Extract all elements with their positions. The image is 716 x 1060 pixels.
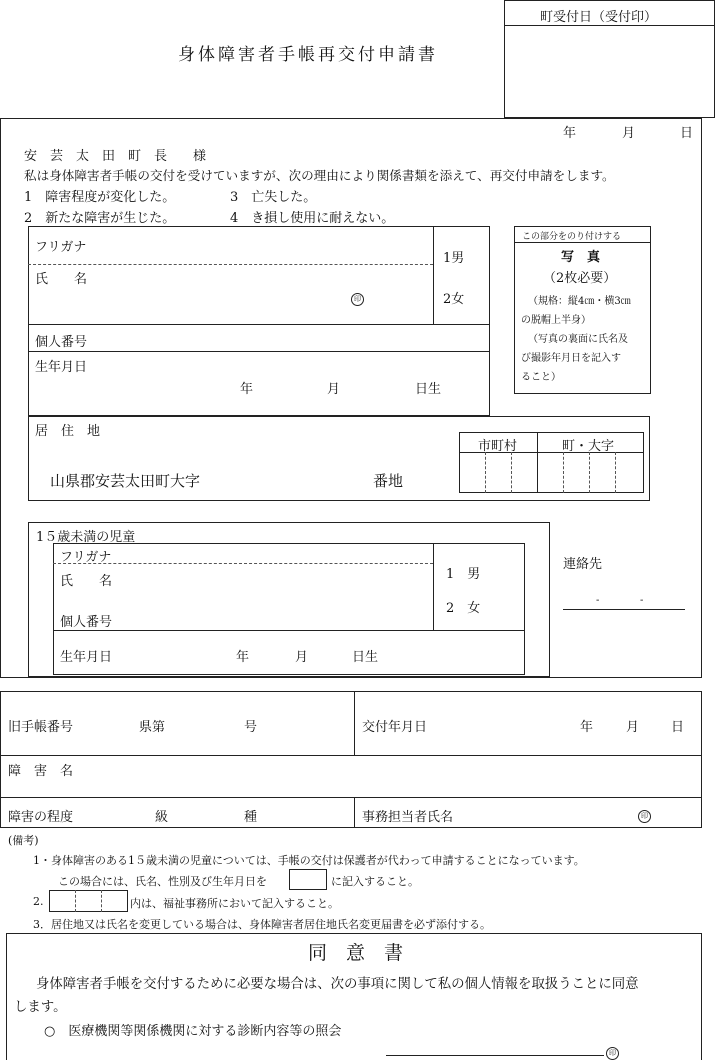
child-birth-day: 日生 — [352, 650, 379, 665]
reason-2: 2 新たな障害が生じた。 — [24, 211, 176, 226]
old-number-label: 旧手帳番号 — [8, 720, 74, 735]
photo-note-1: （写真の裏面に氏名及 — [528, 334, 628, 345]
applicant-birth-year: 年 — [240, 382, 254, 397]
child-birth-year: 年 — [236, 650, 250, 665]
address-town-header: 町・大字 — [562, 439, 615, 454]
reason-4: 4 き損し使用に耐えない。 — [230, 211, 395, 226]
child-heading: 1５歳未満の児童 — [36, 530, 136, 545]
intro-text: 私は身体障害者手帳の交付を受けていますが、次の理由により関係書類を添えて、再交付申請をします。 — [24, 168, 615, 183]
applicant-birth-label: 生年月日 — [35, 360, 88, 375]
child-furigana-label: フリガナ — [60, 550, 112, 565]
consent-signature-line[interactable] — [386, 1055, 604, 1056]
photo-count: （2枚必要） — [543, 271, 617, 286]
address-label: 居 住 地 — [35, 424, 101, 439]
child-female-option[interactable]: 2 女 — [446, 601, 481, 616]
consent-stamp-icon: 印 — [606, 1044, 619, 1060]
applicant-name-label: 氏 名 — [35, 272, 88, 287]
child-mynumber-label: 個人番号 — [60, 615, 113, 630]
address-banchi: 番地 — [373, 472, 404, 490]
note-1b-box — [289, 869, 327, 890]
contact-sep-2: - — [640, 595, 644, 606]
photo-title: 写 真 — [561, 250, 601, 265]
staff-stamp-icon: 印 — [638, 807, 651, 823]
notes-heading: (備考) — [8, 834, 39, 847]
note-2-box — [49, 890, 128, 912]
applicant-furigana-label: フリガナ — [35, 240, 87, 255]
date-day: 日 — [680, 126, 694, 141]
old-number-pref: 県第 — [139, 720, 166, 735]
note-1b-post: に記入すること。 — [331, 875, 419, 888]
issue-year: 年 — [580, 720, 594, 735]
contact-line[interactable] — [563, 609, 685, 610]
photo-note-3: ること） — [521, 372, 561, 383]
applicant-stamp-icon: 印 — [351, 290, 364, 306]
date-year: 年 — [563, 126, 577, 141]
photo-note-2: び撮影年月日を記入す — [521, 353, 621, 364]
child-birth-month: 月 — [295, 650, 309, 665]
address-city-header: 市町村 — [478, 439, 518, 454]
note-3: 3．居住地又は氏名を変更している場合は、身体障害者居住地氏名変更届書を必ず添付する。 — [33, 918, 491, 931]
office-table — [0, 691, 702, 828]
child-male-option[interactable]: 1 男 — [446, 567, 481, 582]
consent-text-1: 身体障害者手帳を交付するために必要な場合は、次の事項に関して私の個人情報を取扱うことに同意 — [36, 977, 639, 992]
applicant-birth-month: 月 — [327, 382, 341, 397]
photo-spec-2: の脱帽上半身） — [521, 315, 591, 326]
note-1b-pre: この場合には、氏名、性別及び生年月日を — [58, 875, 267, 888]
photo-spec-1: （規格：縦4㎝・横3㎝ — [528, 296, 631, 307]
address-prefix: 山県郡安芸太田町大字 — [50, 472, 201, 490]
issue-day: 日 — [671, 720, 685, 735]
applicant-birth-day: 日生 — [415, 382, 442, 397]
consent-text-2: します。 — [14, 1000, 67, 1015]
child-birth-label: 生年月日 — [60, 650, 113, 665]
contact-label: 連絡先 — [563, 557, 603, 572]
degree-grade: 級 — [155, 810, 169, 825]
reason-1: 1 障害程度が変化した。 — [24, 190, 176, 205]
consent-item: ○ 医療機関等関係機関に対する診断内容等の照会 — [44, 1024, 342, 1039]
degree-type: 種 — [244, 810, 258, 825]
staff-name-label: 事務担当者氏名 — [362, 810, 454, 825]
photo-paste-note: この部分をのり付けする — [522, 232, 622, 242]
issue-date-label: 交付年月日 — [362, 720, 428, 735]
applicant-male-option[interactable]: 1男 — [443, 251, 465, 266]
old-number-suffix: 号 — [244, 720, 258, 735]
consent-title: 同 意 書 — [308, 942, 404, 964]
receipt-label: 町受付日（受付印） — [540, 10, 658, 25]
page-title: 身体障害者手帳再交付申請書 — [178, 45, 438, 65]
applicant-mynumber-label: 個人番号 — [35, 335, 88, 350]
date-month: 月 — [622, 126, 636, 141]
note-2-text: 内は、福祉事務所において記入すること。 — [130, 897, 339, 910]
issue-month: 月 — [626, 720, 640, 735]
degree-label: 障害の程度 — [8, 810, 74, 825]
disability-name-label: 障 害 名 — [8, 764, 74, 779]
applicant-female-option[interactable]: 2女 — [443, 292, 465, 307]
reason-3: 3 亡失した。 — [230, 190, 317, 205]
child-name-label: 氏 名 — [60, 574, 113, 589]
addressee: 安 芸 太 田 町 長 様 — [24, 149, 207, 164]
note-2-number: 2. — [33, 895, 44, 908]
note-1: 1・身体障害のある1５歳未満の児童については、手帳の交付は保護者が代わって申請することになっています。 — [33, 854, 585, 867]
contact-sep-1: - — [596, 595, 600, 606]
